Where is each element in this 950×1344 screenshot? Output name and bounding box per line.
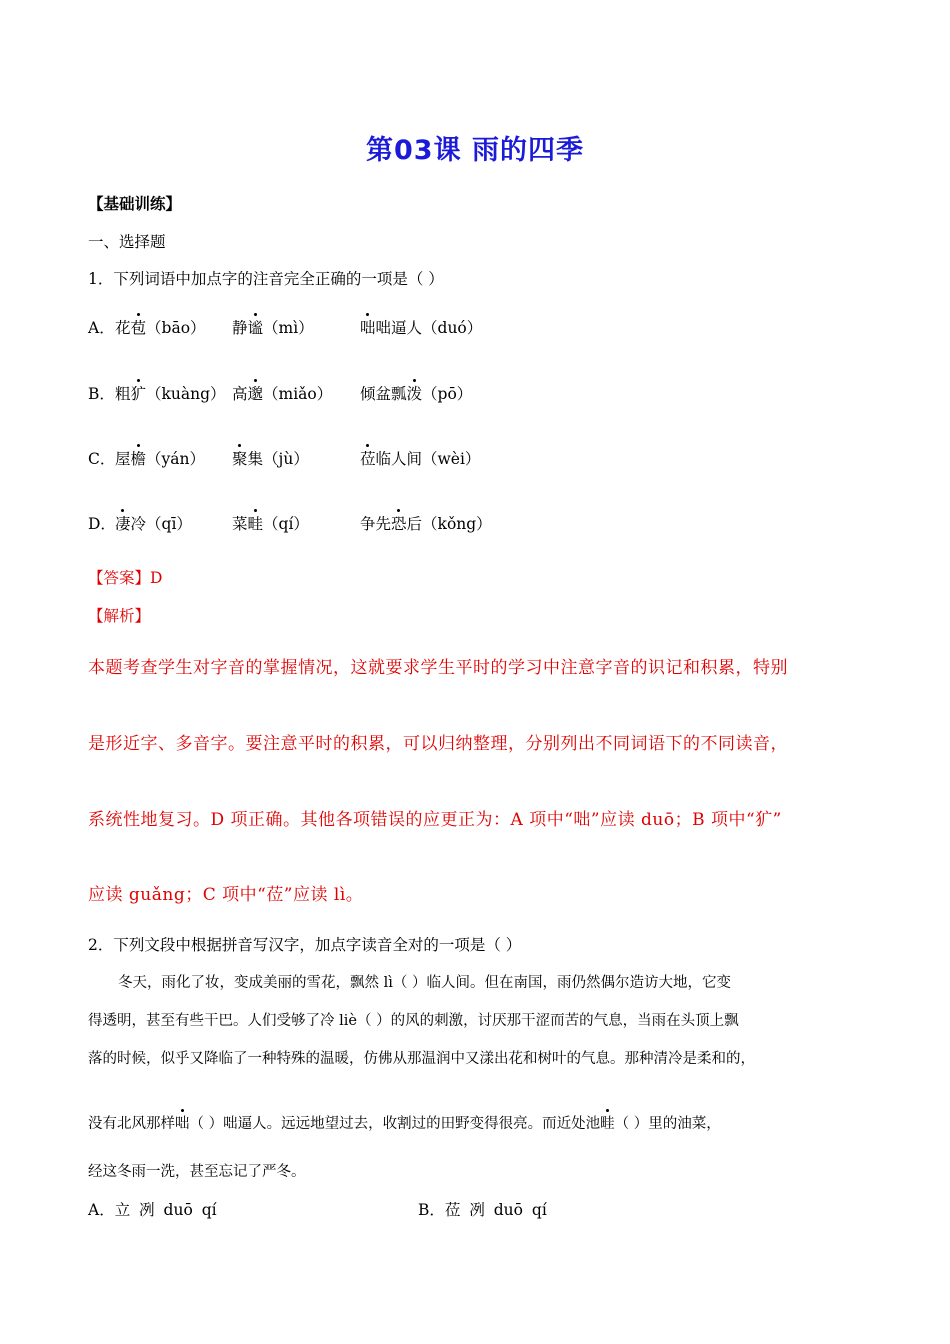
page-title: 第03课 雨的四季 [366,135,584,166]
dotted-char: 莅 [360,447,376,469]
option-a: A．立 冽 duō qí [88,1201,217,1219]
pinyin: （mì） [263,319,314,337]
option-item [232,447,309,469]
option-item [115,316,206,338]
pinyin: （miǎo） [263,385,333,403]
dotted-char: 邈 [248,382,264,404]
word-part: 静 [232,319,248,337]
dotted-char: 聚 [232,447,248,469]
analysis-line-3: 系统性地复习。D 项正确。其他各项错误的应更正为：A 项中“咄”应读 duō；B 项中“犷” [88,810,782,830]
option-item [360,447,480,469]
dotted-char: 凄 [115,512,131,534]
option-b: B．莅 冽 duō qí [418,1201,547,1219]
option-item [115,512,192,534]
passage-line-2: 得透明，甚至有些干巴。人们受够了冷 liè（ ）的风的刺激，讨厌那干涩而苦的气息，当雨在头顶上飘 [88,1013,739,1029]
option-label: A． [88,319,115,337]
dotted-char: 犷 [131,382,147,404]
option-item [115,447,205,469]
option-item [360,382,472,404]
dotted-char: 咄 [360,316,376,338]
part-label: 一、选择题 [88,233,166,251]
option-item [232,512,309,534]
word-part: 咄逼人 [375,319,423,337]
pinyin: （wèi） [422,450,481,468]
pinyin: （qí） [263,515,309,533]
pinyin: （jù） [263,450,309,468]
pinyin: （bāo） [146,319,206,337]
word-part: 粗 [115,385,131,403]
word-part: 菜 [232,515,248,533]
passage-line-4 [88,1112,721,1133]
word-part: 屋 [115,450,131,468]
word-part: 争先 [360,515,392,533]
option-label: B． [88,385,115,403]
word-part: 后 [406,515,423,533]
passage-text: （ ）咄逼人。远远地望过去，收割过的田野变得很亮。而近处池 [189,1116,601,1132]
passage-text: 没有北风那样 [88,1116,175,1132]
pinyin: （qī） [146,515,192,533]
word-part: 集 [247,450,264,468]
analysis-line-1: 本题考查学生对字音的掌握情况，这就要求学生平时的学习中注意字音的识记和积累，特别 [88,658,788,678]
passage-line-5: 经这冬雨一洗，甚至忘记了严冬。 [88,1164,306,1180]
dotted-char: 恐 [391,512,407,534]
word-part: 冷 [130,515,147,533]
option-item [360,512,492,534]
analysis-line-4: 应读 guǎng；C 项中“莅”应读 lì。 [88,885,364,905]
passage-line-1: 冬天，雨化了妆，变成美丽的雪花，飘然 lì（ ）临人间。但在南国，雨仍然偶尔造访大地，它变 [118,975,731,991]
pinyin: （pō） [422,385,473,403]
pinyin: （duó） [422,319,483,337]
pinyin: （kǒng） [422,515,492,533]
question-2-stem: 2．下列文段中根据拼音写汉字，加点字读音全对的一项是（ ） [88,936,522,954]
word-part: 倾盆瓢 [360,385,407,403]
word-part: 临人间 [375,450,423,468]
dotted-char: 谧 [248,316,264,338]
dotted-char: 咄 [175,1112,190,1133]
pinyin: （kuàng） [146,385,226,403]
option-item [232,316,314,338]
dotted-char: 檐 [131,447,147,469]
dotted-char: 畦 [600,1112,615,1133]
option-item [115,382,226,404]
question-1-stem: 1．下列词语中加点字的注音完全正确的一项是（ ） [88,270,444,288]
pinyin: （yán） [146,450,206,468]
answer-line [88,566,162,588]
dotted-char: 苞 [131,316,147,338]
analysis-line-2: 是形近字、多音字。要注意平时的积累，可以归纳整理，分别列出不同词语下的不同读音， [88,734,788,754]
answer-value: D [150,569,163,587]
analysis-label: 【解析】 [88,607,151,625]
option-label: D． [88,515,116,533]
option-item [232,382,332,404]
option-item [360,316,482,338]
dotted-char: 泼 [407,382,423,404]
passage-text: （ ）里的油菜， [614,1116,721,1132]
passage-line-3: 落的时候，似乎又降临了一种特殊的温暖，仿佛从那温润中又漾出花和树叶的气息。那种清冷是柔和的， [88,1051,755,1067]
answer-label: 【答案】 [88,569,151,587]
option-label: C． [88,450,116,468]
word-part: 高 [232,385,248,403]
dotted-char: 畦 [248,512,264,534]
word-part: 花 [115,319,131,337]
section-label: 【基础训练】 [88,194,182,213]
